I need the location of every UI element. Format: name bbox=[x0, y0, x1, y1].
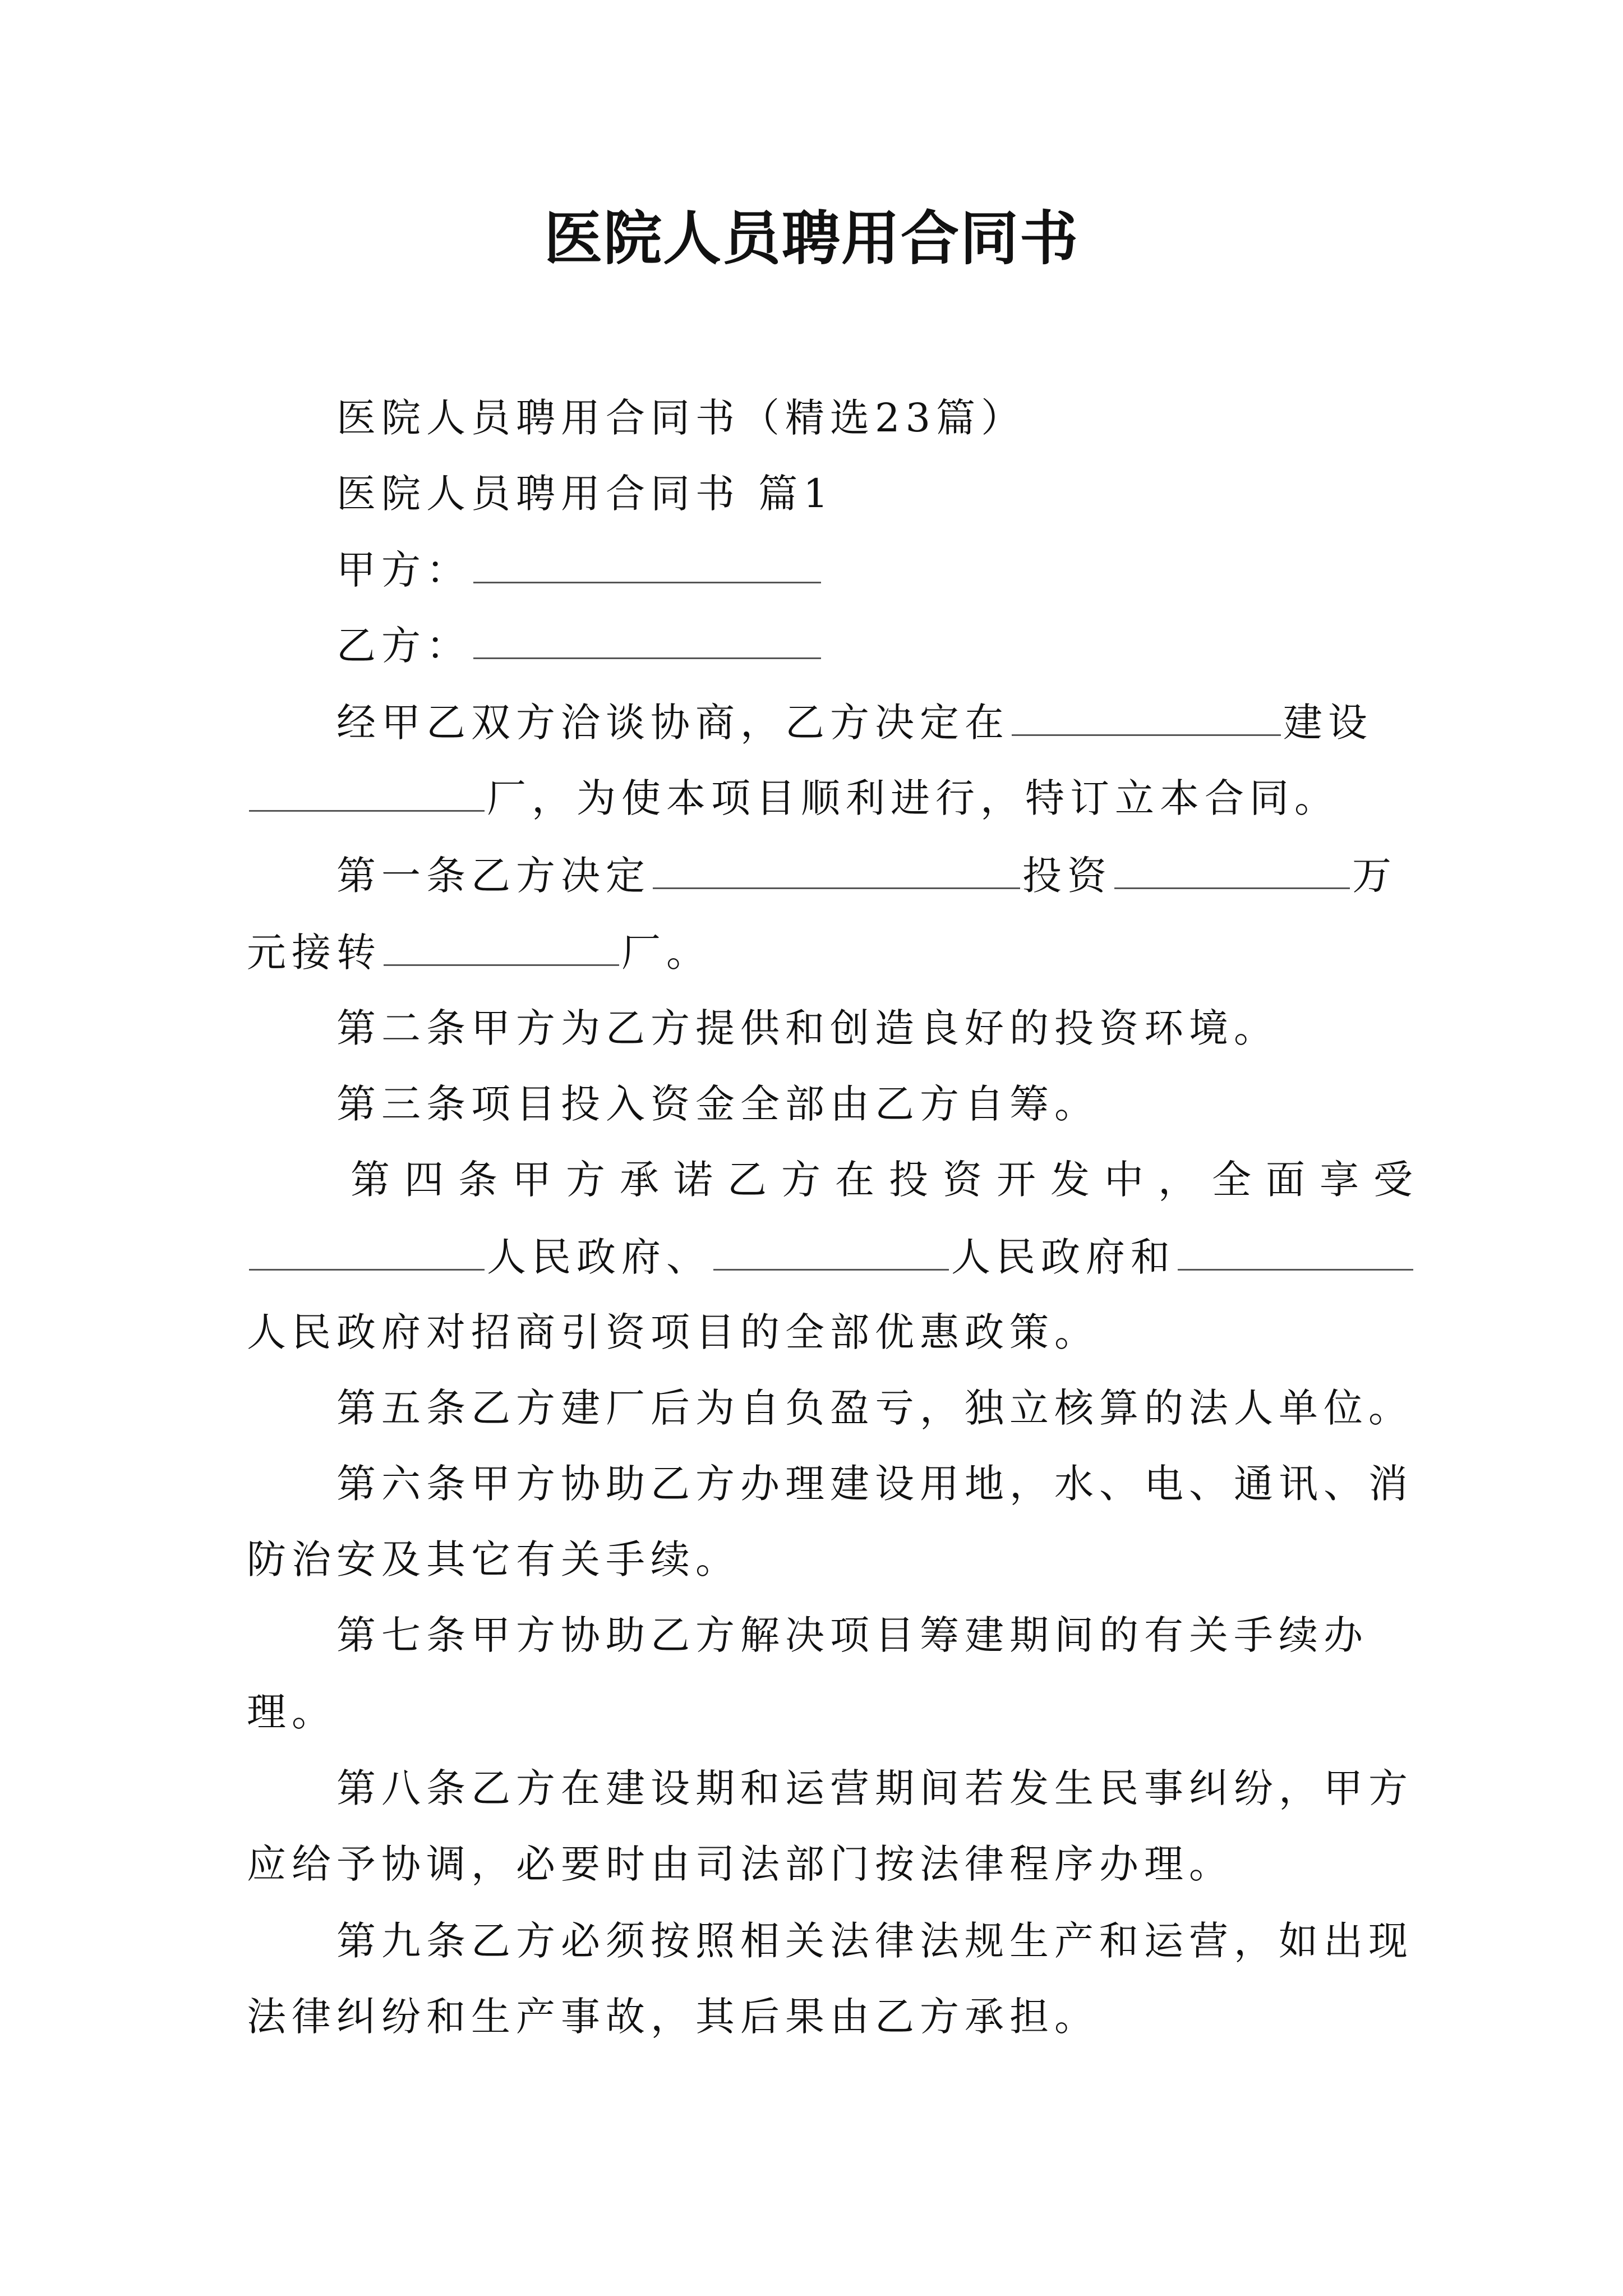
party-a-blank bbox=[473, 541, 821, 583]
document-title: 医院人员聘用合同书 bbox=[543, 204, 1079, 273]
article-8-line2: 应给予协调，必要时由司法部门按法律程序办理。 bbox=[247, 1841, 1234, 1887]
paragraph-intro-text-c: 厂，为使本项目顺利进行，特订立本合同。 bbox=[487, 775, 1339, 821]
paragraph-intro-line2 bbox=[247, 770, 1339, 826]
article-5: 第五条乙方建厂后为自负盈亏，独立核算的法人单位。 bbox=[336, 1385, 1413, 1431]
article-4-line3: 人民政府对招商引资项目的全部优惠政策。 bbox=[247, 1309, 1099, 1355]
party-b-label: 乙方： bbox=[336, 623, 471, 669]
article-1-text-e: 厂。 bbox=[621, 930, 711, 976]
article-2: 第二条甲方为乙方提供和创造良好的投资环境。 bbox=[336, 1005, 1279, 1051]
article-8-line1: 第八条乙方在建设期和运营期间若发生民事纠纷，甲方 bbox=[336, 1765, 1413, 1811]
location-blank bbox=[1012, 694, 1281, 736]
article-7-line2: 理。 bbox=[247, 1689, 336, 1735]
investor-blank bbox=[653, 847, 1020, 889]
article-1-line1 bbox=[336, 847, 1397, 904]
party-b-blank bbox=[473, 617, 821, 659]
article-6-line1: 第六条甲方协助乙方办理建设用地，水、电、通讯、消 bbox=[336, 1461, 1413, 1507]
subtitle: 医院人员聘用合同书（精选23篇） bbox=[336, 395, 1026, 441]
amount-blank bbox=[1114, 847, 1350, 889]
article-1-text-d: 元接转 bbox=[247, 930, 381, 976]
article-4-line2 bbox=[247, 1228, 1415, 1285]
article-1-text-b: 投资 bbox=[1022, 853, 1112, 899]
paragraph-intro-text-a: 经甲乙双方洽谈协商，乙方决定在 bbox=[336, 700, 1009, 746]
section-heading: 医院人员聘用合同书 篇1 bbox=[336, 471, 834, 517]
paragraph-intro-line1 bbox=[336, 694, 1373, 751]
article-4-text-b: 人民政府、 bbox=[487, 1234, 711, 1280]
article-9-line1: 第九条乙方必须按照相关法律法规生产和运营，如出现 bbox=[336, 1918, 1413, 1964]
article-6-line2: 防治安及其它有关手续。 bbox=[247, 1536, 740, 1582]
article-4-line1: 第四条甲方承诺乙方在投资开发中，全面享受 bbox=[351, 1157, 1427, 1203]
party-a-label: 甲方： bbox=[336, 547, 471, 593]
article-1-line2 bbox=[247, 924, 711, 981]
article-3: 第三条项目投入资金全部由乙方自筹。 bbox=[336, 1081, 1099, 1127]
article-7-line1: 第七条甲方协助乙方解决项目筹建期间的有关手续办 bbox=[336, 1612, 1368, 1658]
government-blank-3 bbox=[1178, 1228, 1413, 1271]
paragraph-intro-text-b: 建设 bbox=[1283, 700, 1373, 746]
government-blank-1 bbox=[249, 1228, 485, 1271]
factory-name-blank bbox=[249, 770, 485, 812]
article-9-line2: 法律纠纷和生产事故，其后果由乙方承担。 bbox=[247, 1994, 1099, 2040]
government-blank-2 bbox=[713, 1228, 949, 1271]
party-b-line bbox=[336, 617, 823, 674]
party-a-line bbox=[336, 541, 823, 598]
article-4-text-c: 人民政府和 bbox=[951, 1234, 1175, 1280]
transfer-factory-blank bbox=[384, 924, 619, 966]
article-1-text-a: 第一条乙方决定 bbox=[336, 853, 651, 899]
article-1-text-c: 万 bbox=[1352, 853, 1397, 899]
